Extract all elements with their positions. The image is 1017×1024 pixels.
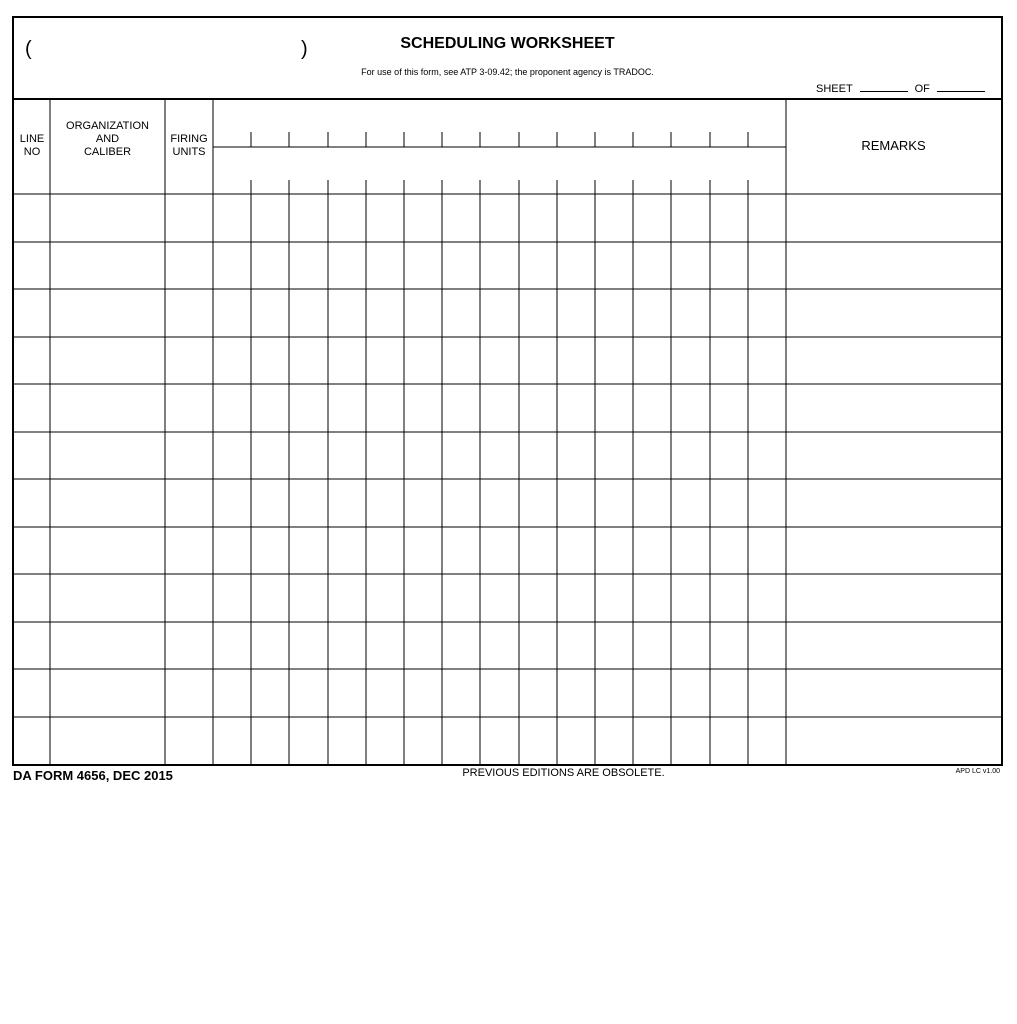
close-paren: ): [301, 38, 308, 60]
firing-units-header-line2: UNITS: [172, 146, 206, 158]
obsolete-notice: PREVIOUS EDITIONS ARE OBSOLETE.: [462, 767, 665, 779]
of-label: OF: [914, 83, 930, 95]
organization-header: [50, 120, 165, 159]
form-version: APD LC v1.00: [955, 768, 1000, 775]
firing-units-header: [165, 133, 213, 159]
line-no-header-line2: NO: [23, 146, 41, 158]
open-paren: (: [25, 38, 32, 60]
form-id: DA FORM 4656, DEC 2015: [13, 768, 173, 783]
remarks-header: REMARKS: [861, 138, 926, 153]
organization-header-line1: ORGANIZATION: [66, 120, 149, 132]
line-no-header-line1: LINE: [19, 133, 45, 145]
line-no-header: [14, 133, 50, 159]
form-subtitle: For use of this form, see ATP 3-09.42; the proponent agency is TRADOC.: [361, 67, 654, 77]
form-title: SCHEDULING WORKSHEET: [400, 35, 615, 52]
scheduling-worksheet-form: [12, 16, 1003, 766]
organization-header-line2: AND: [95, 133, 120, 145]
organization-header-line3: CALIBER: [83, 146, 132, 158]
firing-units-header-line1: FIRING: [170, 133, 208, 145]
sheet-label: SHEET: [816, 83, 853, 95]
